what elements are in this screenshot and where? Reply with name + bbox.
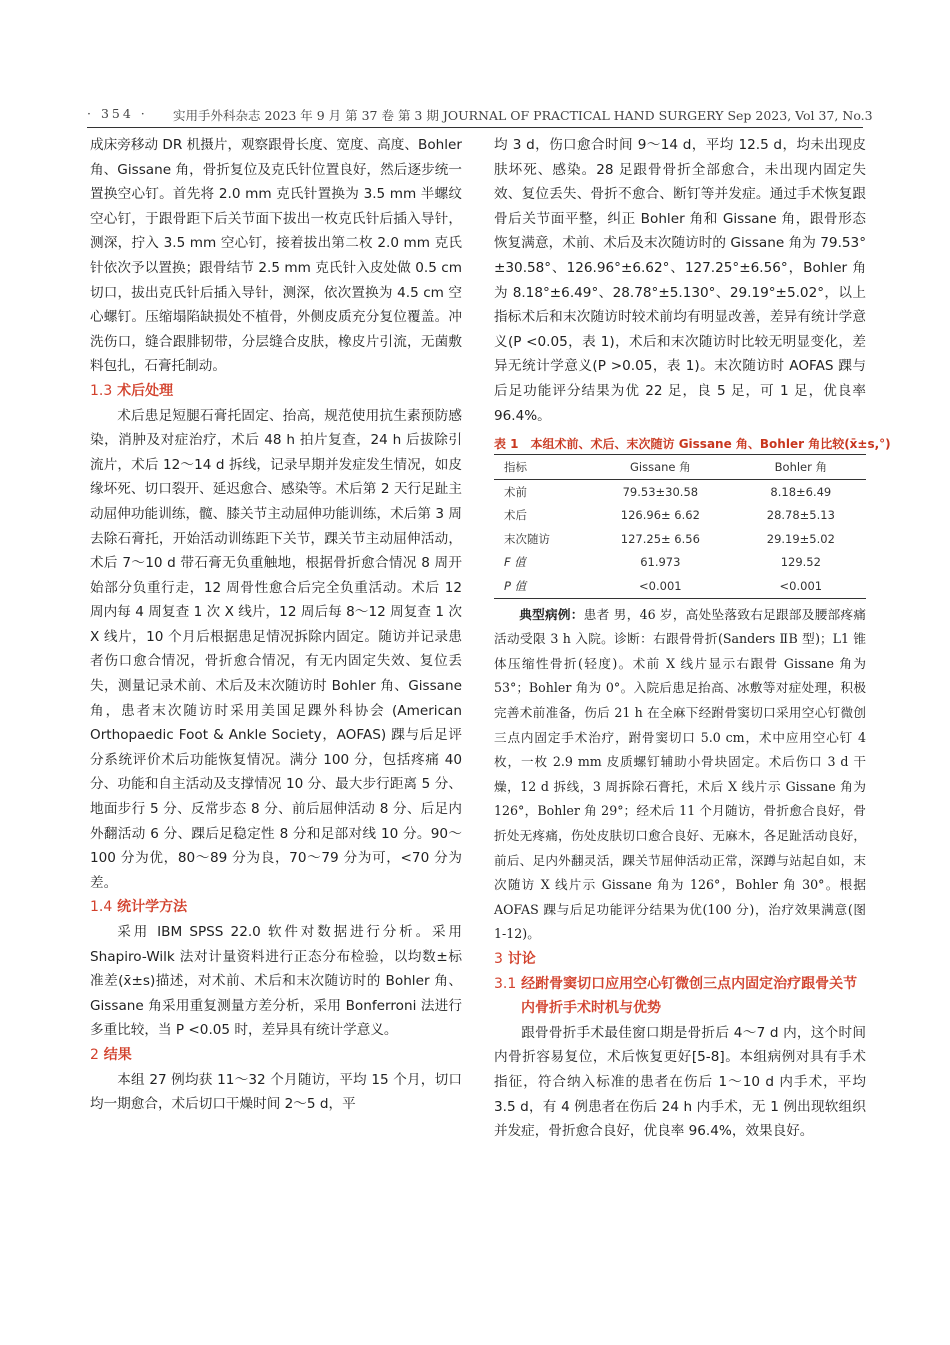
case-text: 患者 男，46 岁，高处坠落致右足跟部及腰部疼痛活动受限 3 h 入院。诊断：右跟骨骨折(Sanders ⅡB 型)；L1 锥体压缩性骨折(轻度)。术前 X 线片显示右跟骨 Gissane 角为 53°；Bohler 角为 0°。入院后患足抬高、冰敷等对症处理，积极完善术前准备，伤后 21 h 在全麻下经跗骨窦切口采用空心钉微创三点内固定手术治疗，跗骨窦切口 5.0 cm，术中应用空心钉 4 枚，一枚 2.9 mm 皮质螺钉辅助小骨块固定。术后伤口 3 d 干燥，12 d 拆线，3 周拆除石膏托，术后 X 线片示 Gissane 角为 126°，Bohler 角 29°；经术后 11 个月随访，骨折愈合良好，骨折处无疼痛，伤处皮肤切口愈合良好、无麻木，各足趾活动良好，前后、足内外翻灵活，踝关节屈伸活动正常，深蹲与站起自如，末次随访 X 线片示 Gissane 角为 126°，Bohler 角 30°。根据 AOFAS 踝与后足功能评分结果为优(100 分)，治疗效果满意(图 1-12)。: [494, 606, 866, 942]
section-number: 1.4: [90, 899, 113, 916]
table-row: [494, 504, 866, 528]
case-label: 典型病例：: [519, 606, 584, 622]
table-cell: <0.001: [585, 574, 736, 598]
paragraph-results-cont: 均 3 d，伤口愈合时间 9～14 d，平均 12.5 d，均未出现皮肤坏死、感染。28 足跟骨骨折全部愈合，未出现内固定失效、复位丢失、骨折不愈合、断钉等并发症。通过手术恢复跟骨后关节面平整，纠正 Bohler 角和 Gissane 角，跟骨形态恢复满意，术前、术后及末次随访时的 Gissane 角为 79.53°±30.58°、126.96°±6.62°、127.25°±6.56°，Bohler 角为 8.18°±6.49°、28.78°±5.130°、29.19°±5.02°，以上指标术后和末次随访时较术前均有明显改善，差异有统计学意义(P <0.05，表 1)，术后和末次随访时比较无明显变化，差异无统计学意义(P >0.05，表 1)。末次随访时 AOFAS 踝与后足功能评分结果为优 22 足，良 5 足，可 1 足，优良率 96.4%。: [494, 137, 866, 424]
table-row: [494, 574, 866, 598]
table-cell: 术后: [504, 508, 527, 523]
table-header-cell: Gissane 角: [585, 455, 736, 480]
paragraph-case: [494, 603, 866, 947]
table-cell: P 值: [494, 574, 585, 598]
left-column: [90, 133, 462, 1117]
table-row: [494, 480, 866, 504]
paragraph-results: 本组 27 例均获 11～32 个月随访，平均 15 个月，切口均一期愈合，术后切口干燥时间 2～5 d，平: [90, 1071, 462, 1113]
section-heading-2: [90, 1043, 462, 1068]
journal-title: 实用手外科杂志 2023 年 9 月 第 37 卷 第 3 期 JOURNAL OF PRACTICAL HAND SURGERY Sep 2023, Vol 37, No.3: [173, 108, 873, 123]
page-number: · 354 ·: [87, 106, 148, 121]
table-cell: 末次随访: [504, 531, 550, 546]
table-cell: 61.973: [640, 555, 681, 570]
table-title: 表 1 本组术前、术后、末次随访 Gissane 角、Bohler 角比较(x̄±s,°): [494, 437, 891, 452]
paragraph-procedure: 成床旁移动 DR 机摄片，观察跟骨长度、宽度、高度、Bohler 角、Gissane 角，骨折复位及克氏针位置良好，然后逐步统一置换空心钉。首先将 2.0 mm 克氏针置换为 3.5 mm 半螺纹空心钉，于跟骨距下后关节面下拔出一枚克氏针后插入导针，测深，拧入 3.5 mm 空心钉，接着拔出第二枚 2.0 mm 克氏针依次予以置换；跟骨结节 2.5 mm 克氏针入皮处做 0.5 cm 切口，拔出克氏针后插入导针，测深，依次置换为 4.5 cm 空心螺钉。压缩塌陷缺损处不植骨，外侧皮质充分复位覆盖。冲洗伤口，缝合跟腓韧带，分层缝合皮肤，橡皮片引流，无菌敷料包扎，石膏托制动。: [90, 137, 462, 375]
section-number: 3.1: [494, 975, 517, 992]
section-title: 统计学方法: [117, 899, 188, 916]
section-title: 经跗骨窦切口应用空心钉微创三点内固定治疗跟骨关节内骨折手术时机与优势: [521, 975, 858, 1017]
section-heading-3-1: [494, 972, 866, 1021]
table-cell: 29.19±5.02: [766, 531, 835, 546]
section-heading-1-4: [90, 895, 462, 920]
table-row: [494, 527, 866, 551]
table-cell: 127.25± 6.56: [620, 531, 700, 546]
section-number: 2: [90, 1046, 99, 1063]
table-header-cell: 指标: [494, 455, 585, 480]
section-number: 3: [494, 950, 503, 967]
running-header: [87, 104, 873, 126]
table-cell: 129.52: [780, 555, 821, 570]
paragraph-statistics: 采用 IBM SPSS 22.0 软件对数据进行分析。采用 Shapiro-Wilk 法对计量资料进行正态分布检验，以均数±标准差(x̄±s)描述，对术前、术后和末次随访时的 Bohler 角、Gissane 角采用重复测量方差分析，采用 Bonferroni 法进行多重比较，当 P <0.05 时，差异具有统计学意义。: [90, 924, 462, 1039]
right-column: [494, 133, 891, 1144]
results-table: [494, 454, 866, 599]
table-cell: F 值: [504, 555, 526, 570]
table-header-cell: Bohler 角: [736, 455, 866, 480]
table-cell: 8.18±6.49: [770, 484, 832, 499]
section-title: 结果: [103, 1046, 132, 1063]
section-heading-1-3: [90, 379, 462, 404]
section-heading-3: [494, 947, 866, 972]
table-header-row: [494, 455, 866, 480]
table-cell: <0.001: [736, 574, 866, 598]
section-title: 讨论: [507, 950, 536, 967]
paragraph-discussion: 跟骨骨折手术最佳窗口期是骨折后 4～7 d 内，这个时间内骨折容易复位，术后恢复更好[5-8]。本组病例对具有手术指征，符合纳入标准的患者在伤后 1～10 d 内手术，平均 3.5 d，有 4 例患者在伤后 24 h 内手术，无 1 例出现软组织并发症，骨折愈合良好，优良率 96.4%，效果良好。: [494, 1024, 866, 1140]
section-title: 术后处理: [117, 382, 174, 399]
header-rule: [87, 127, 863, 128]
table-cell: 28.78±5.13: [766, 508, 835, 523]
table-cell: 79.53±30.58: [622, 484, 699, 499]
section-number: 1.3: [90, 382, 113, 399]
table-cell: 126.96± 6.62: [620, 508, 700, 523]
table-row: [494, 551, 866, 575]
paragraph-postop: 术后患足短腿石膏托固定、抬高，规范使用抗生素预防感染，消肿及对症治疗，术后 48 h 拍片复查，24 h 后拔除引流片，术后 12～14 d 拆线，记录早期并发症发生情况，如皮缘坏死、切口裂开、延迟愈合、感染等。术后第 2 天行足趾主动屈伸功能训练，髋、膝关节主动屈伸功能训练，术后第 3 周去除石膏托，开始活动训练距下关节，踝关节主动屈伸活动，术后 7～10 d 带石膏无负重触地，根据骨折愈合情况 8 周开始部分负重行走，12 周骨性愈合后完全负重活动。术后 12 周内每 4 周复查 1 次 X 线片，12 周后每 8～12 周复查 1 次 X 线片，10 个月后根据患足情况拆除内固定。随访并记录患者伤口愈合情况，骨折愈合情况，有无内固定失效、复位丢失，测量记录术前、术后及末次随访时 Bohler 角、Gissane 角，患者末次随访时采用美国足踝外科协会 (American Orthopaedic Foot & Ankle Society，AOFAS) 踝与后足评分系统评价术后功能恢复情况。满分 100 分，包括疼痛 40 分、功能和自主活动及支撑情况 10 分、最大步行距离 5 分、地面步行 5 分、反常步态 8 分、前后屈伸活动 8 分、后足内外翻活动 6 分、踝后足稳定性 8 分和足部对线 10 分。90～100 分为优，80～89 分为良，70～79 分为可，<70 分为差。: [90, 407, 462, 891]
table-cell: 术前: [504, 484, 527, 499]
